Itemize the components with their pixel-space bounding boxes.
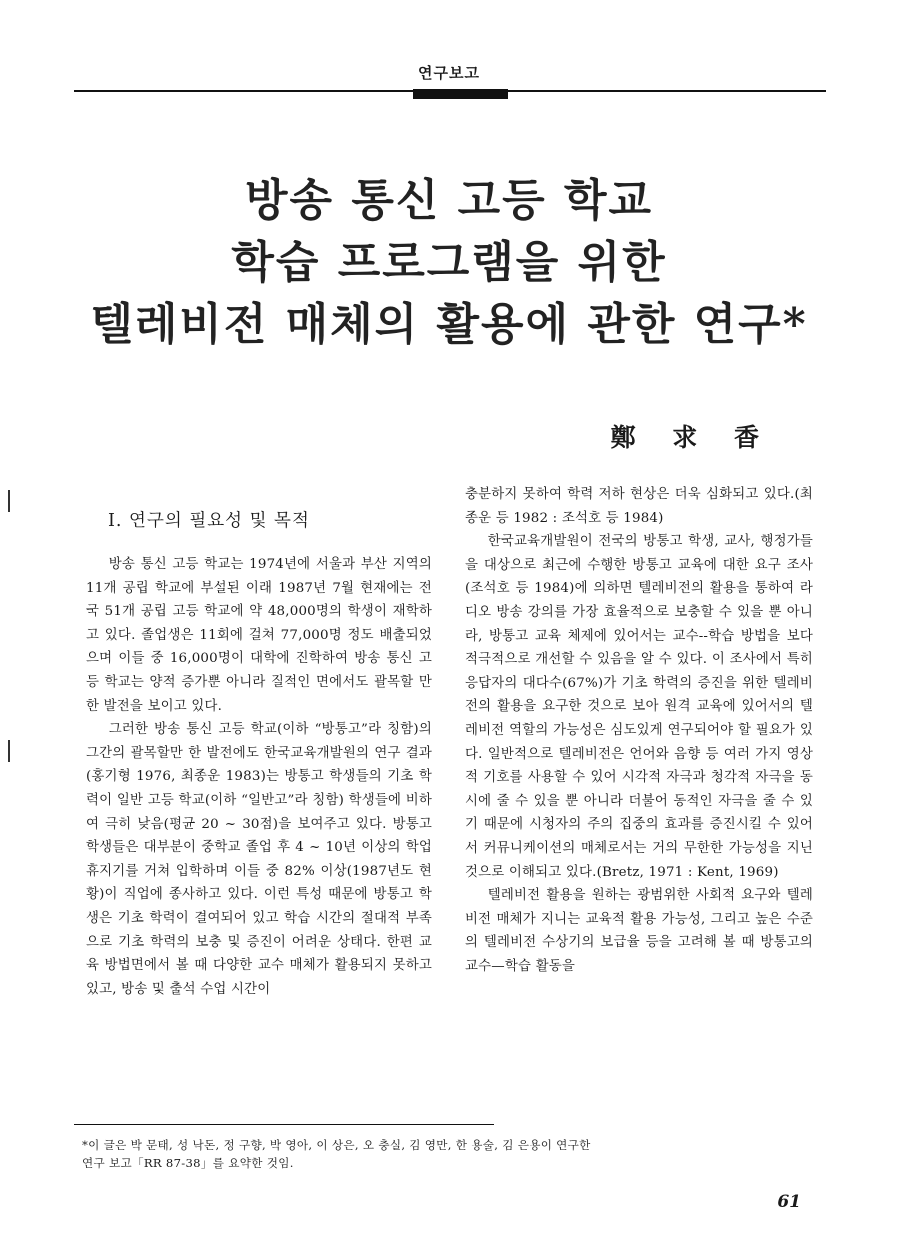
title-line-3: 텔레비전 매체의 활용에 관한 연구* [90,299,808,350]
footnote-rule [74,1124,494,1125]
paragraph: 텔레비전 활용을 원하는 광범위한 사회적 요구와 텔레비전 매체가 지니는 교육적 활용 가능성, 그리고 높은 수준의 텔레비전 수상기의 보급율 등을 고려해 볼 때 방통고의 교수—학습 활동을 [465,888,813,974]
margin-mark [8,740,10,762]
section-label: 연구보고 [418,64,480,82]
paragraph: 충분하지 못하여 학력 저하 현상은 더욱 심화되고 있다.(최종운 등 1982 : 조석호 등 1984) [465,487,813,526]
author-name: 鄭 求 香 [610,423,773,452]
article-title [0,170,898,356]
margin-mark [8,490,10,512]
header-rule-tab [413,89,508,99]
title-line-2: 학습 프로그램을 위한 [231,237,667,288]
paragraph: 한국교육개발원이 전국의 방통고 학생, 교사, 행정가들을 대상으로 최근에 수행한 방통고 교육에 대한 요구 조사(조석호 등 1984)에 의하면 텔레비전의 활용을 통하여 라디오 방송 강의를 가장 효율적으로 보충할 수 있을 뿐 아니라, 방통고 교육 체제에 있어서는 교수--학습 방법을 보다 적극적으로 개선할 수 있음을 알 수 있다. 이 조사에서 특히 응답자의 대다수(67%)가 기초 학력의 증진을 위한 텔레비전의 활용을 요구한 것으로 보아 원격 교육에 있어서의 텔레비전 역할의 가능성은 심도있게 연구되어야 할 필요가 있다. 일반적으로 텔레비전은 언어와 음향 등 여러 가지 영상적 기호를 사용할 수 있어 시각적 자극과 청각적 자극을 동시에 줄 수 있을 뿐 아니라 더불어 동적인 자극을 줄 수 있기 때문에 시청자의 주의 집중의 효과를 증진시킬 수 있어서 커뮤니케이션의 매체로서는 거의 무한한 가능성을 지닌 것으로 이해되고 있다.(Bretz, 1971 : Kent, 1969) [465,534,813,880]
paragraph: 방송 통신 고등 학교는 1974년에 서울과 부산 지역의 11개 공립 학교에 부설된 이래 1987년 7월 현재에는 전국 51개 공립 고등 학교에 약 48,000명의 학생이 재학하고 있다. 졸업생은 11회에 걸쳐 77,000명 정도 배출되었으며 이들 중 16,000명이 대학에 진학하여 방송 통신 고등 학교는 양적 증가뿐 아니라 질적인 면에서도 괄목할 만한 발전을 보이고 있다. [86,557,432,714]
footnote [82,1136,822,1172]
right-column [465,483,813,978]
title-line-1: 방송 통신 고등 학교 [245,175,653,226]
left-column [86,553,432,1001]
page-number: 61 [777,1192,801,1212]
footnote-line-1: *이 글은 박 문태, 성 낙돈, 정 구향, 박 영아, 이 상은, 오 충실, 김 영만, 한 용술, 김 은용이 연구한 [82,1138,591,1152]
section-heading: Ⅰ. 연구의 필요성 및 목적 [108,511,310,531]
footnote-line-2: 연구 보고「RR 87-38」를 요약한 것임. [82,1156,294,1170]
paragraph: 그러한 방송 통신 고등 학교(이하 “방통고”라 칭함)의 그간의 괄목할만 한 발전에도 한국교육개발원의 연구 결과(홍기형 1976, 최종운 1983)는 방통고 학생들의 기초 학력이 일반 고등 학교(이하 “일반고”라 칭함) 학생들에 비하여 극히 낮음(평균 20 ~ 30점)을 보여주고 있다. 방통고 학생들은 대부분이 중학교 졸업 후 4 ~ 10년 이상의 학업 휴지기를 거쳐 입학하며 이들 중 82% 이상(1987년도 현황)이 직업에 종사하고 있다. 이런 특성 때문에 방통고 학생은 기초 학력이 결여되어 있고 학습 시간의 절대적 부족으로 기초 학력의 보충 및 증진이 어려운 상태다. 한편 교육 방법면에서 볼 때 다양한 교수 매체가 활용되지 못하고 있고, 방송 및 출석 수업 시간이 [86,722,432,997]
